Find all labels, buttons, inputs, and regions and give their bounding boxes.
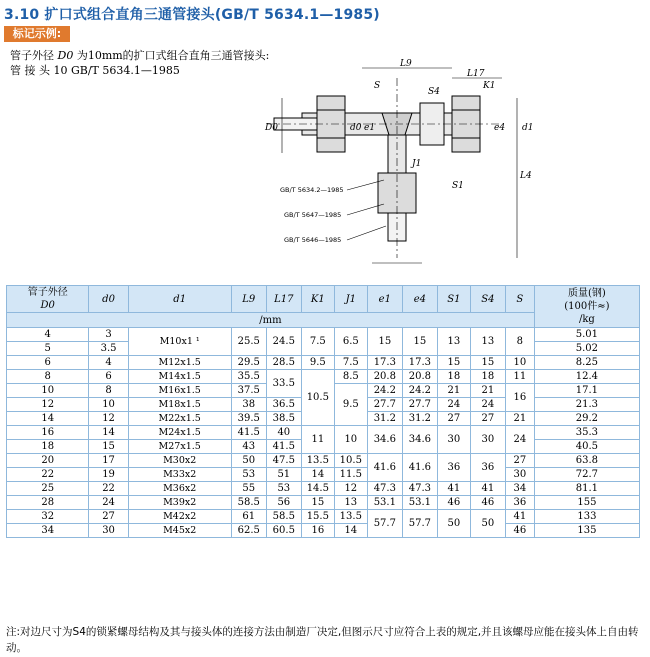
table-cell: 41 bbox=[505, 510, 534, 524]
table-cell: 5.01 bbox=[534, 328, 639, 342]
table-cell: 13 bbox=[470, 328, 505, 356]
table-cell: 155 bbox=[534, 496, 639, 510]
table-cell: 11.5 bbox=[334, 468, 367, 482]
table-cell: 41 bbox=[437, 482, 470, 496]
table-cell: 15 bbox=[367, 328, 402, 356]
table-cell: 6 bbox=[89, 370, 128, 384]
table-cell: 61 bbox=[231, 510, 266, 524]
table-cell: 46 bbox=[470, 496, 505, 510]
table-row bbox=[7, 482, 640, 496]
header-e1: e1 bbox=[367, 286, 402, 313]
table-cell: 24 bbox=[470, 398, 505, 412]
label-d1: d1 bbox=[522, 123, 534, 133]
table-cell: 36.5 bbox=[266, 398, 301, 412]
table-cell: 40 bbox=[266, 426, 301, 440]
table-cell: M36x2 bbox=[128, 482, 231, 496]
table-cell: 27.7 bbox=[367, 398, 402, 412]
table-cell: 24 bbox=[505, 426, 534, 454]
table-cell: 12.4 bbox=[534, 370, 639, 384]
table-cell: 50 bbox=[470, 510, 505, 538]
std-ref-1: GB/T 5634.2—1985 bbox=[280, 186, 344, 194]
table-cell: 22 bbox=[7, 468, 89, 482]
table-cell: 8 bbox=[89, 384, 128, 398]
table-cell: 35.3 bbox=[534, 426, 639, 440]
table-cell: 46 bbox=[505, 524, 534, 538]
label-L17: L17 bbox=[467, 69, 485, 79]
table-cell: 7.5 bbox=[334, 356, 367, 370]
table-cell: 58.5 bbox=[231, 496, 266, 510]
table-cell: 27.7 bbox=[402, 398, 437, 412]
table-cell: 15.5 bbox=[301, 510, 334, 524]
tee-fitting-drawing bbox=[262, 58, 552, 276]
example-var: D0 bbox=[57, 49, 74, 62]
header-unit-mm: /mm bbox=[7, 313, 535, 328]
table-cell: 16 bbox=[505, 384, 534, 412]
label-e1: e1 bbox=[364, 123, 376, 133]
label-D0: D0 bbox=[265, 123, 278, 133]
table-cell: 17.3 bbox=[367, 356, 402, 370]
table-cell: 46 bbox=[437, 496, 470, 510]
table-cell: 40.5 bbox=[534, 440, 639, 454]
table-cell: 16 bbox=[7, 426, 89, 440]
table-cell: 4 bbox=[7, 328, 89, 342]
table-cell: 51 bbox=[266, 468, 301, 482]
table-cell: 10 bbox=[7, 384, 89, 398]
table-cell: 53 bbox=[231, 468, 266, 482]
table-cell: 10 bbox=[89, 398, 128, 412]
label-e4: e4 bbox=[494, 123, 506, 133]
table-cell: 13.5 bbox=[301, 454, 334, 468]
table-cell: 36 bbox=[437, 454, 470, 482]
table-row bbox=[7, 426, 640, 440]
table-cell: 34.6 bbox=[367, 426, 402, 454]
table-cell: 41.5 bbox=[231, 426, 266, 440]
table-cell: 10 bbox=[334, 426, 367, 454]
table-cell: 11 bbox=[505, 370, 534, 384]
table-cell: 15 bbox=[89, 440, 128, 454]
table-cell: 39.5 bbox=[231, 412, 266, 426]
table-cell: 8.25 bbox=[534, 356, 639, 370]
table-cell: 27 bbox=[470, 412, 505, 426]
table-cell: 20 bbox=[7, 454, 89, 468]
table-cell: 13.5 bbox=[334, 510, 367, 524]
table-cell: 9.5 bbox=[301, 356, 334, 370]
table-cell: M14x1.5 bbox=[128, 370, 231, 384]
table-row bbox=[7, 510, 640, 524]
table-cell: 41 bbox=[470, 482, 505, 496]
table-row bbox=[7, 328, 640, 342]
header-L17: L17 bbox=[266, 286, 301, 313]
table-cell: 24.2 bbox=[367, 384, 402, 398]
label-S1: S1 bbox=[452, 181, 464, 191]
example-text: 管子外径 bbox=[10, 49, 58, 62]
table-cell: 38 bbox=[231, 398, 266, 412]
header-e4: e4 bbox=[402, 286, 437, 313]
table-cell: 20.8 bbox=[367, 370, 402, 384]
table-cell: 14.5 bbox=[301, 482, 334, 496]
table-cell: 8.5 bbox=[334, 370, 367, 384]
table-cell: 18 bbox=[470, 370, 505, 384]
table-cell: 18 bbox=[7, 440, 89, 454]
table-cell: 19 bbox=[89, 468, 128, 482]
table-cell: 36 bbox=[470, 454, 505, 482]
table-cell: 15 bbox=[402, 328, 437, 356]
table-cell: 47.3 bbox=[367, 482, 402, 496]
table-row bbox=[7, 524, 640, 538]
table-cell: 11 bbox=[301, 426, 334, 454]
header-S: S bbox=[505, 286, 534, 313]
table-cell: 21.3 bbox=[534, 398, 639, 412]
header-mass: 质量(钢) (100件≈) /kg bbox=[534, 286, 639, 328]
table-cell: 13 bbox=[437, 328, 470, 356]
table-cell: 35.5 bbox=[231, 370, 266, 384]
table-cell: 25.5 bbox=[231, 328, 266, 356]
table-row bbox=[7, 468, 640, 482]
std-ref-3: GB/T 5646—1985 bbox=[284, 236, 342, 244]
table-cell: M39x2 bbox=[128, 496, 231, 510]
table-cell: 28 bbox=[7, 496, 89, 510]
table-cell: 41.5 bbox=[266, 440, 301, 454]
table-cell: 24 bbox=[89, 496, 128, 510]
table-cell: 3 bbox=[89, 328, 128, 342]
table-cell: M27x1.5 bbox=[128, 440, 231, 454]
table-cell: 13 bbox=[334, 496, 367, 510]
table-cell: M18x1.5 bbox=[128, 398, 231, 412]
table-cell: 27 bbox=[89, 510, 128, 524]
example-badge: 标记示例: bbox=[4, 26, 70, 42]
table-cell: 57.7 bbox=[367, 510, 402, 538]
label-L9: L9 bbox=[400, 59, 412, 69]
label-K1: K1 bbox=[483, 81, 496, 91]
table-cell: 38.5 bbox=[266, 412, 301, 426]
table-cell: 6 bbox=[7, 356, 89, 370]
table-cell: 30 bbox=[89, 524, 128, 538]
table-cell: 133 bbox=[534, 510, 639, 524]
table-cell: 24.5 bbox=[266, 328, 301, 356]
table-cell: 10 bbox=[505, 356, 534, 370]
header-S1: S1 bbox=[437, 286, 470, 313]
table-cell: 47.3 bbox=[402, 482, 437, 496]
table-cell: M10x1 ¹ bbox=[128, 328, 231, 356]
table-cell: M16x1.5 bbox=[128, 384, 231, 398]
table-cell: 53.1 bbox=[367, 496, 402, 510]
table-cell: 10.5 bbox=[301, 370, 334, 426]
table-cell: 25 bbox=[7, 482, 89, 496]
example-designation: 管 接 头 10 GB/T 5634.1—1985 bbox=[10, 64, 180, 77]
header-K1: K1 bbox=[301, 286, 334, 313]
table-cell: 31.2 bbox=[367, 412, 402, 426]
table-cell: 4 bbox=[89, 356, 128, 370]
table-cell: 14 bbox=[7, 412, 89, 426]
table-cell: 37.5 bbox=[231, 384, 266, 398]
label-S: S bbox=[374, 81, 381, 91]
table-row bbox=[7, 454, 640, 468]
header-J1: J1 bbox=[334, 286, 367, 313]
table-cell: 34 bbox=[505, 482, 534, 496]
table-cell: 34.6 bbox=[402, 426, 437, 454]
table-cell: 27 bbox=[437, 412, 470, 426]
table-cell: 27 bbox=[505, 454, 534, 468]
table-cell: 15 bbox=[470, 356, 505, 370]
table-row bbox=[7, 356, 640, 370]
table-cell: 16 bbox=[301, 524, 334, 538]
table-cell: 41.6 bbox=[367, 454, 402, 482]
table-cell: 41.6 bbox=[402, 454, 437, 482]
table-cell: 15 bbox=[437, 356, 470, 370]
table-cell: 7.5 bbox=[301, 328, 334, 356]
table-row bbox=[7, 370, 640, 384]
table-cell: M33x2 bbox=[128, 468, 231, 482]
table-cell: M24x1.5 bbox=[128, 426, 231, 440]
table-cell: 33.5 bbox=[266, 370, 301, 398]
table-cell: 34 bbox=[7, 524, 89, 538]
footnote: 注:对边尺寸为S4的锁紧螺母结构及其与接头体的连接方法由制造厂决定,但图示尺寸应符合上表的规定,并且该螺母应能在接头体上自由转动。 bbox=[6, 626, 639, 654]
page-title: 3.10 扩口式组合直角三通管接头(GB/T 5634.1—1985) bbox=[4, 7, 380, 23]
dimension-table bbox=[6, 285, 640, 538]
header-S4: S4 bbox=[470, 286, 505, 313]
header-D0: 管子外径 D0 bbox=[7, 286, 89, 313]
table-cell: 31.2 bbox=[402, 412, 437, 426]
table-cell: M45x2 bbox=[128, 524, 231, 538]
table-cell: 43 bbox=[231, 440, 266, 454]
table-cell: 12 bbox=[89, 412, 128, 426]
table-cell: 15 bbox=[301, 496, 334, 510]
table-cell: 3.5 bbox=[89, 342, 128, 356]
table-cell: 14 bbox=[334, 524, 367, 538]
table-cell: 17.1 bbox=[534, 384, 639, 398]
table-cell: 30 bbox=[505, 468, 534, 482]
table-cell: 135 bbox=[534, 524, 639, 538]
table-cell: M22x1.5 bbox=[128, 412, 231, 426]
table-cell: M30x2 bbox=[128, 454, 231, 468]
table-cell: 28.5 bbox=[266, 356, 301, 370]
table-cell: 18 bbox=[437, 370, 470, 384]
table-cell: 24 bbox=[437, 398, 470, 412]
table-cell: 8 bbox=[7, 370, 89, 384]
table-cell: 36 bbox=[505, 496, 534, 510]
table-cell: 21 bbox=[470, 384, 505, 398]
label-d0: d0 bbox=[350, 123, 362, 133]
std-ref-2: GB/T 5647—1985 bbox=[284, 211, 342, 219]
table-cell: 50 bbox=[231, 454, 266, 468]
marking-example bbox=[10, 48, 269, 78]
table-cell: 56 bbox=[266, 496, 301, 510]
table-cell: 32 bbox=[7, 510, 89, 524]
table-cell: 21 bbox=[437, 384, 470, 398]
table-cell: 17.3 bbox=[402, 356, 437, 370]
table-cell: 5 bbox=[7, 342, 89, 356]
table-cell: 14 bbox=[89, 426, 128, 440]
table-cell: 60.5 bbox=[266, 524, 301, 538]
table-cell: 14 bbox=[301, 468, 334, 482]
table-row bbox=[7, 496, 640, 510]
table-cell: 20.8 bbox=[402, 370, 437, 384]
table-cell: 47.5 bbox=[266, 454, 301, 468]
table-cell: 12 bbox=[7, 398, 89, 412]
table-cell: 53.1 bbox=[402, 496, 437, 510]
header-d1: d1 bbox=[128, 286, 231, 313]
table-cell: 9.5 bbox=[334, 384, 367, 426]
header-d0: d0 bbox=[89, 286, 128, 313]
table-cell: 62.5 bbox=[231, 524, 266, 538]
table-cell: 5.02 bbox=[534, 342, 639, 356]
table-cell: 8 bbox=[505, 328, 534, 356]
header-L9: L9 bbox=[231, 286, 266, 313]
table-cell: 30 bbox=[470, 426, 505, 454]
table-cell: 50 bbox=[437, 510, 470, 538]
table-cell: 10.5 bbox=[334, 454, 367, 468]
table-cell: 55 bbox=[231, 482, 266, 496]
table-cell: 12 bbox=[334, 482, 367, 496]
table-cell: 72.7 bbox=[534, 468, 639, 482]
table-cell: 53 bbox=[266, 482, 301, 496]
table-cell: 29.2 bbox=[534, 412, 639, 426]
table-cell: 58.5 bbox=[266, 510, 301, 524]
label-J1: J1 bbox=[412, 159, 422, 169]
example-text: 为10mm的扩口式组合直角三通管接头: bbox=[73, 49, 270, 62]
table-cell: M12x1.5 bbox=[128, 356, 231, 370]
table-cell: 22 bbox=[89, 482, 128, 496]
table-cell: 21 bbox=[505, 412, 534, 426]
table-cell: 29.5 bbox=[231, 356, 266, 370]
table-cell: M42x2 bbox=[128, 510, 231, 524]
table-cell: 24.2 bbox=[402, 384, 437, 398]
table-cell: 17 bbox=[89, 454, 128, 468]
label-L4: L4 bbox=[520, 171, 532, 181]
table-cell: 57.7 bbox=[402, 510, 437, 538]
table-cell: 6.5 bbox=[334, 328, 367, 356]
table-cell: 63.8 bbox=[534, 454, 639, 468]
table-cell: 81.1 bbox=[534, 482, 639, 496]
label-S4: S4 bbox=[428, 87, 440, 97]
table-cell: 30 bbox=[437, 426, 470, 454]
